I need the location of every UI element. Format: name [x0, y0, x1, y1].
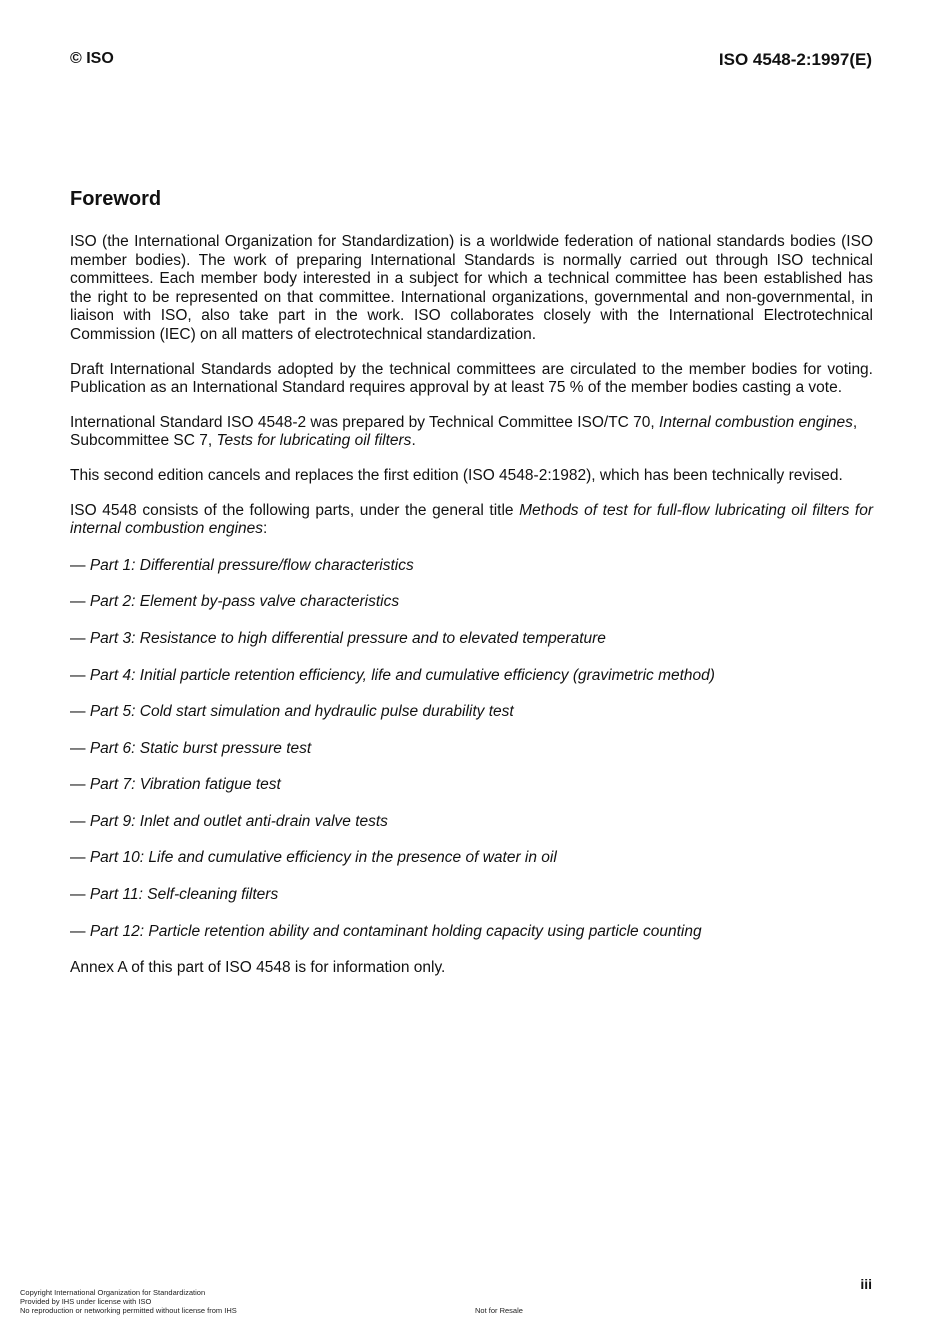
part-label: Part 4: Initial particle retention efficiency, life and cumulative efficiency (gravimetric method): [89, 666, 715, 684]
part-label: Part 10: Life and cumulative efficiency in the presence of water in oil: [89, 849, 557, 867]
preparation-text-mid: , Subcommittee SC 7,: [70, 413, 858, 450]
part-label: Part 6: Static burst pressure test: [89, 739, 312, 757]
paragraph-iso-intro: ISO (the International Organization for Standardization) is a worldwide federation of national standards bodies (ISO member bodies). The work of preparing International Standards is normally carried out through ISO technical committees. Each member body interested in a subject for which a technical committee has been established has the right to be represented on that committee. International organizations, governmental and non-governmental, in liaison with ISO, also take part in the work. ISO collaborates closely with the International Electrotechnical Commission (IEC) on all matters of electrotechnical standardization.: [70, 233, 873, 343]
general-title: Methods of test for full-flow lubricating oil filters for internal combustion engines: [70, 501, 873, 538]
list-item: [70, 593, 873, 612]
footer-line: No reproduction or networking permitted without license from IHS: [20, 1306, 237, 1315]
list-item: [70, 667, 873, 686]
page-number: iii: [860, 1276, 872, 1292]
list-dash: —: [70, 812, 90, 830]
preparation-text-end: .: [411, 432, 416, 450]
part-label: Part 11: Self-cleaning filters: [89, 886, 279, 904]
list-item: [70, 557, 873, 576]
list-item: [70, 923, 873, 942]
list-dash: —: [70, 629, 90, 647]
subcommittee-title: Tests for lubricating oil filters: [216, 432, 412, 450]
list-item: [70, 886, 873, 905]
list-dash: —: [70, 849, 90, 867]
list-dash: —: [70, 703, 90, 721]
footer-line: Copyright International Organization for Standardization: [20, 1288, 206, 1297]
list-dash: —: [70, 922, 90, 940]
list-item: [70, 703, 873, 722]
parts-list: [70, 557, 873, 942]
part-label: Part 9: Inlet and outlet anti-drain valve tests: [89, 812, 388, 830]
list-dash: —: [70, 739, 90, 757]
paragraph-preparation: [70, 414, 873, 451]
list-dash: —: [70, 593, 90, 611]
preparation-text: International Standard ISO 4548-2 was prepared by Technical Committee ISO/TC 70,: [70, 413, 660, 431]
part-label: Part 2: Element by-pass valve characteristics: [89, 593, 400, 611]
part-label: Part 1: Differential pressure/flow characteristics: [89, 556, 414, 574]
list-dash: —: [70, 556, 90, 574]
paragraph-edition: This second edition cancels and replaces the first edition (ISO 4548-2:1982), which has been technically revised.: [70, 466, 843, 484]
footer-not-for-resale: Not for Resale: [475, 1306, 523, 1315]
foreword-body: [70, 233, 873, 978]
committee-title: Internal combustion engines: [659, 413, 853, 431]
paragraph-parts-intro: [70, 502, 873, 539]
list-item: [70, 740, 873, 759]
paragraph-draft-standards: Draft International Standards adopted by the technical committees are circulated to the member bodies for voting. Publication as an International Standard requires approval by at least 75 % of the member bodies casting a vote.: [70, 360, 873, 397]
list-item: [70, 776, 873, 795]
list-item: [70, 849, 873, 868]
part-label: Part 5: Cold start simulation and hydraulic pulse durability test: [89, 703, 514, 721]
list-dash: —: [70, 886, 90, 904]
list-item: [70, 813, 873, 832]
footer-license: [20, 1288, 237, 1315]
footer-line: Provided by IHS under license with ISO: [20, 1297, 152, 1306]
parts-intro-text: ISO 4548 consists of the following parts, under the general title: [70, 501, 520, 519]
annex-note: Annex A of this part of ISO 4548 is for information only.: [70, 959, 446, 977]
list-dash: —: [70, 666, 90, 684]
parts-intro-end: :: [263, 520, 268, 538]
document-id-header: ISO 4548-2:1997(E): [718, 50, 872, 69]
list-item: [70, 630, 873, 649]
part-label: Part 12: Particle retention ability and contaminant holding capacity using particle counting: [89, 922, 702, 940]
list-dash: —: [70, 776, 90, 794]
section-title: Foreword: [70, 188, 162, 210]
copyright-header: © ISO: [70, 50, 114, 67]
part-label: Part 3: Resistance to high differential pressure and to elevated temperature: [89, 629, 606, 647]
part-label: Part 7: Vibration fatigue test: [89, 776, 281, 794]
